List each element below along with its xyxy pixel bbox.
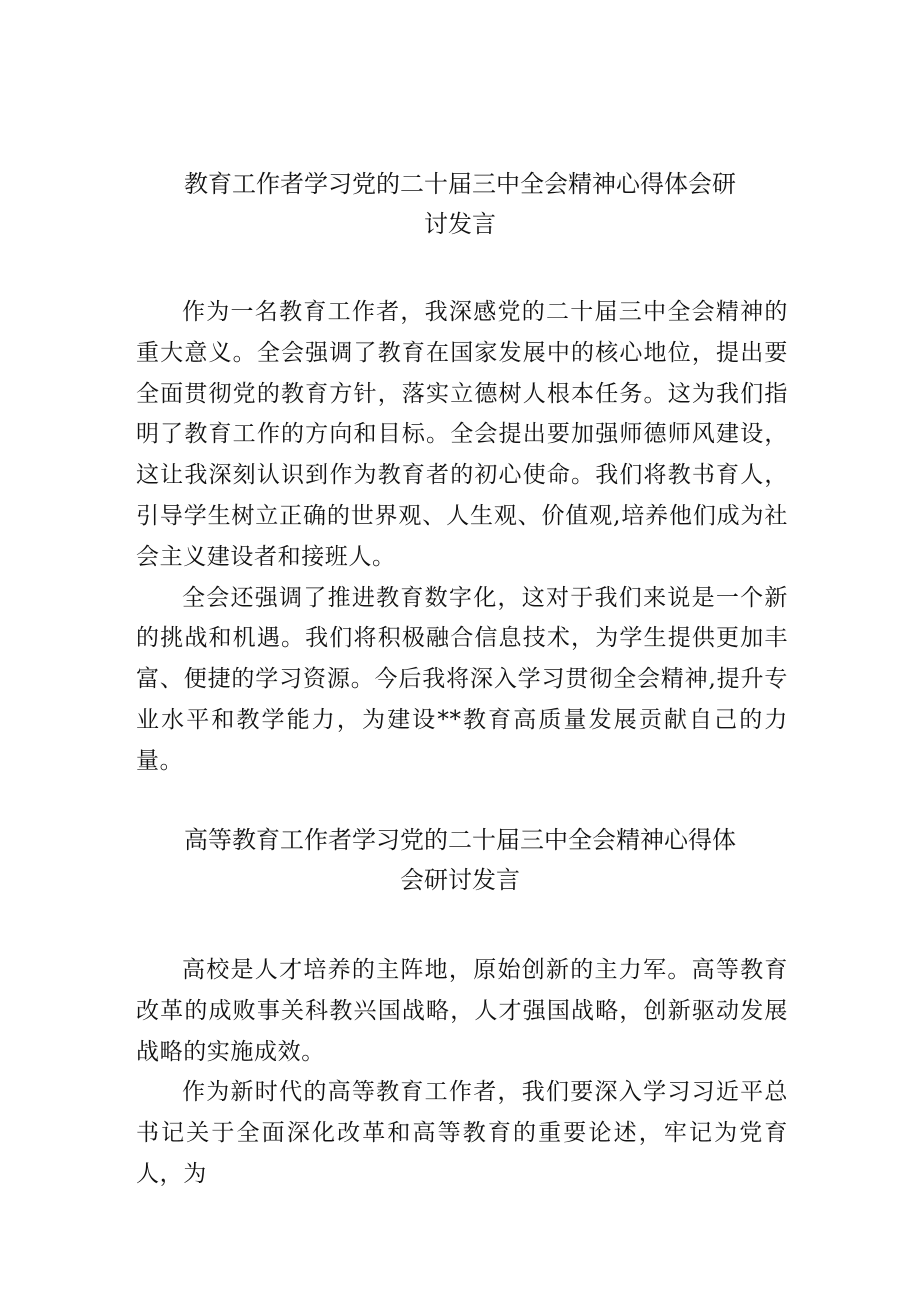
section-1-title-line-2: 讨发言 [424, 210, 496, 238]
section-2-title [0, 820, 920, 900]
section-1-title-line-1: 教育工作者学习党的二十届三中全会精神心得体会研 [184, 170, 736, 198]
section-2-body [136, 950, 788, 1195]
section-2-title-line-2: 会研讨发言 [400, 866, 520, 894]
section-1-paragraph-1: 作为一名教育工作者，我深感党的二十届三中全会精神的重大意义。全会强调了教育在国家发展中的核心地位，提出要全面贯彻党的教育方针，落实立德树人根本任务。这为我们指明了教育工作的方向和目标。全会提出要加强师德师风建设，这让我深刻认识到作为教育者的初心使命。我们将教书育人，引导学生树立正确的世界观、人生观、价值观,培养他们成为社会主义建设者和接班人。 [136, 299, 788, 570]
section-2-title-line-1: 高等教育工作者学习党的二十届三中全会精神心得体 [184, 826, 736, 854]
section-1-title [0, 164, 920, 244]
section-1-paragraph-2: 全会还强调了推进教育数字化，这对于我们来说是一个新的挑战和机遇。我们将积极融合信息技术，为学生提供更加丰富、便捷的学习资源。今后我将深入学习贯彻全会精神,提升专业水平和教学能力，为建设**教育高质量发展贡献自己的力量。 [136, 584, 788, 774]
section-1-body [136, 292, 788, 782]
section-2-paragraph-2: 作为新时代的高等教育工作者，我们要深入学习习近平总书记关于全面深化改革和高等教育的重要论述，牢记为党育人，为 [136, 1079, 788, 1187]
section-2-paragraph-1: 高校是人才培养的主阵地，原始创新的主力军。高等教育改革的成败事关科教兴国战略，人才强国战略，创新驱动发展战略的实施成效。 [136, 957, 788, 1065]
